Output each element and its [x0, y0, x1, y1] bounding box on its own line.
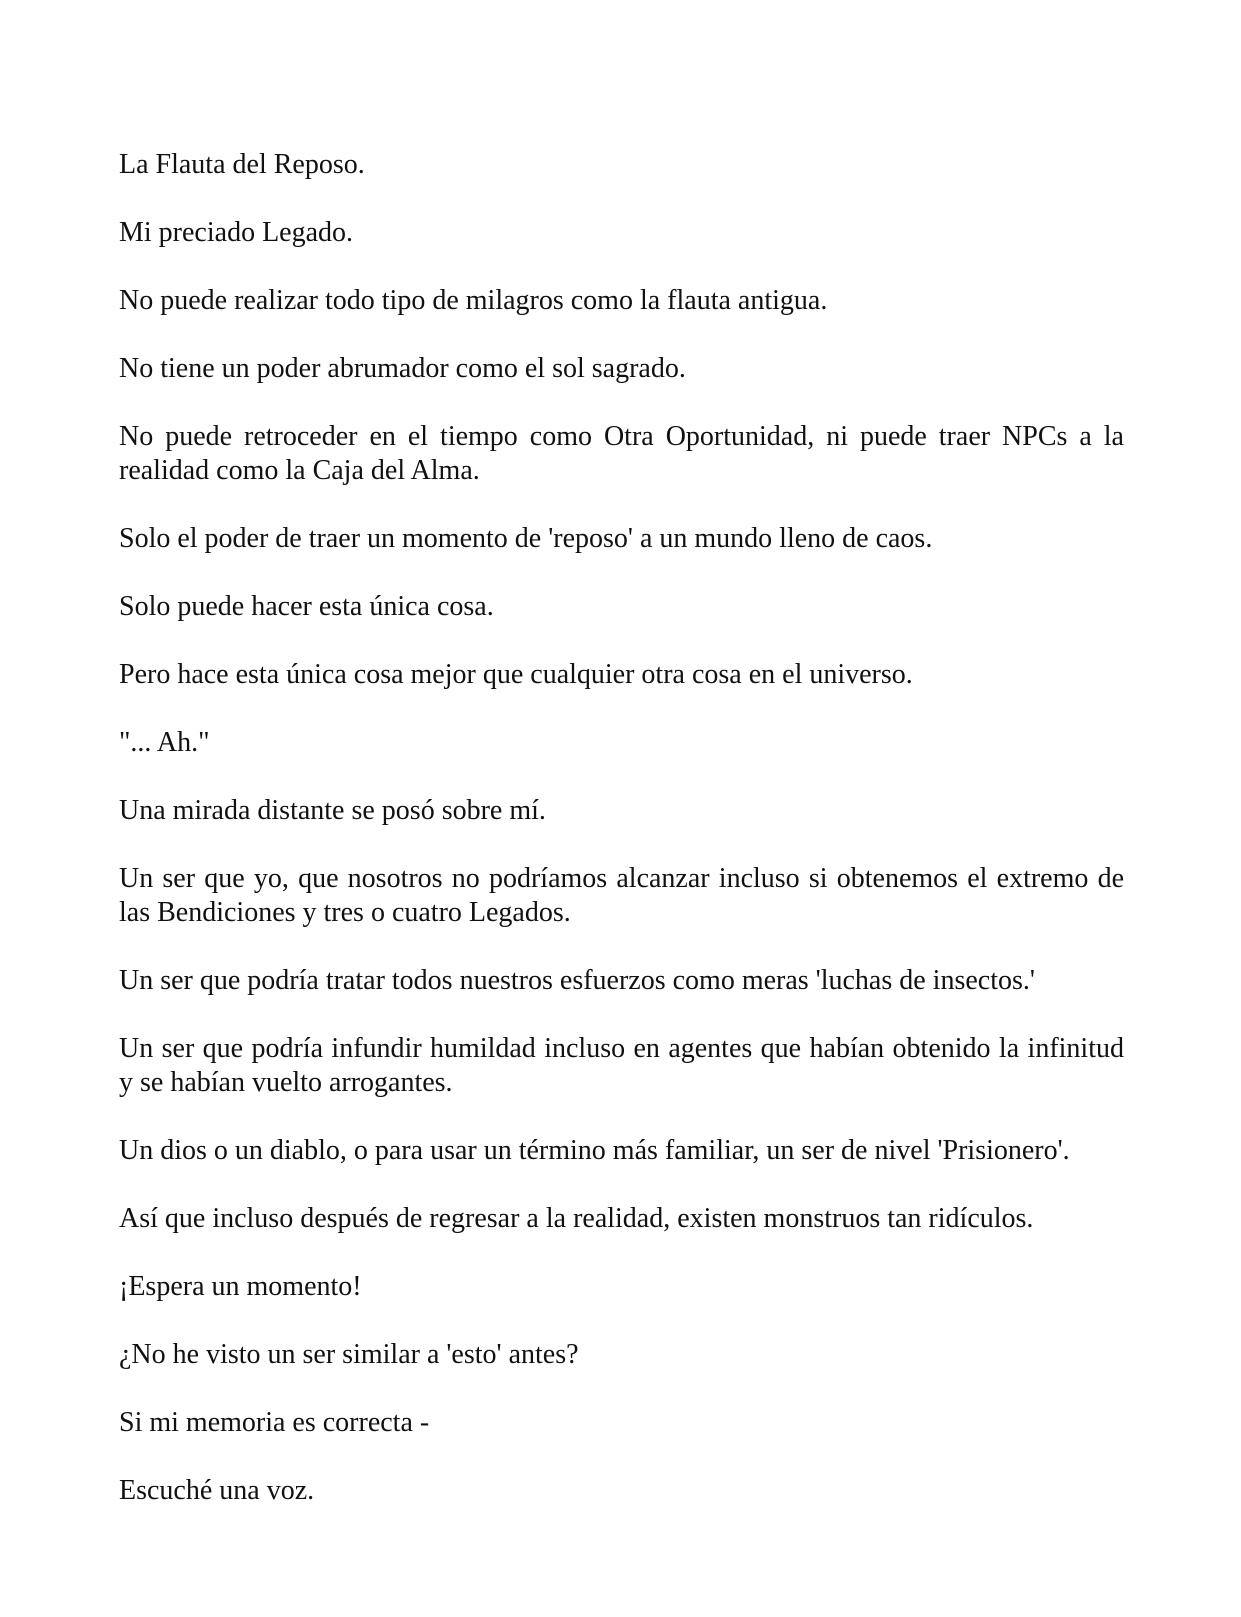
- paragraph: No puede realizar todo tipo de milagros como la flauta antigua.: [119, 285, 828, 316]
- paragraph: "... Ah.": [119, 727, 210, 758]
- paragraph: ¡Espera un momento!: [119, 1271, 362, 1302]
- paragraph: La Flauta del Reposo.: [119, 149, 365, 180]
- paragraph: Pero hace esta única cosa mejor que cualquier otra cosa en el universo.: [119, 659, 913, 690]
- paragraph: ¿No he visto un ser similar a 'esto' antes?: [119, 1339, 579, 1370]
- paragraph: Escuché una voz.: [119, 1475, 315, 1506]
- paragraph: Una mirada distante se posó sobre mí.: [119, 795, 546, 826]
- paragraph: Un ser que podría infundir humildad incluso en agentes que habían obtenido la infinitud y se habían vuelto arrogantes.: [119, 1033, 1124, 1098]
- paragraph: Un dios o un diablo, o para usar un término más familiar, un ser de nivel 'Prisionero'.: [119, 1135, 1070, 1166]
- paragraph: Solo el poder de traer un momento de 'reposo' a un mundo lleno de caos.: [119, 523, 933, 554]
- paragraph: Solo puede hacer esta única cosa.: [119, 591, 494, 622]
- paragraph: Un ser que yo, que nosotros no podríamos alcanzar incluso si obtenemos el extremo de las Bendiciones y tres o cuatro Legados.: [119, 863, 1124, 928]
- paragraph: Así que incluso después de regresar a la realidad, existen monstruos tan ridículos.: [119, 1203, 1034, 1234]
- paragraph: Un ser que podría tratar todos nuestros esfuerzos como meras 'luchas de insectos.': [119, 965, 1035, 996]
- document-body: [119, 148, 1124, 1542]
- paragraph: No tiene un poder abrumador como el sol sagrado.: [119, 353, 686, 384]
- paragraph: No puede retroceder en el tiempo como Otra Oportunidad, ni puede traer NPCs a la realidad como la Caja del Alma.: [119, 421, 1124, 486]
- paragraph: Mi preciado Legado.: [119, 217, 354, 248]
- paragraph: Si mi memoria es correcta -: [119, 1407, 430, 1438]
